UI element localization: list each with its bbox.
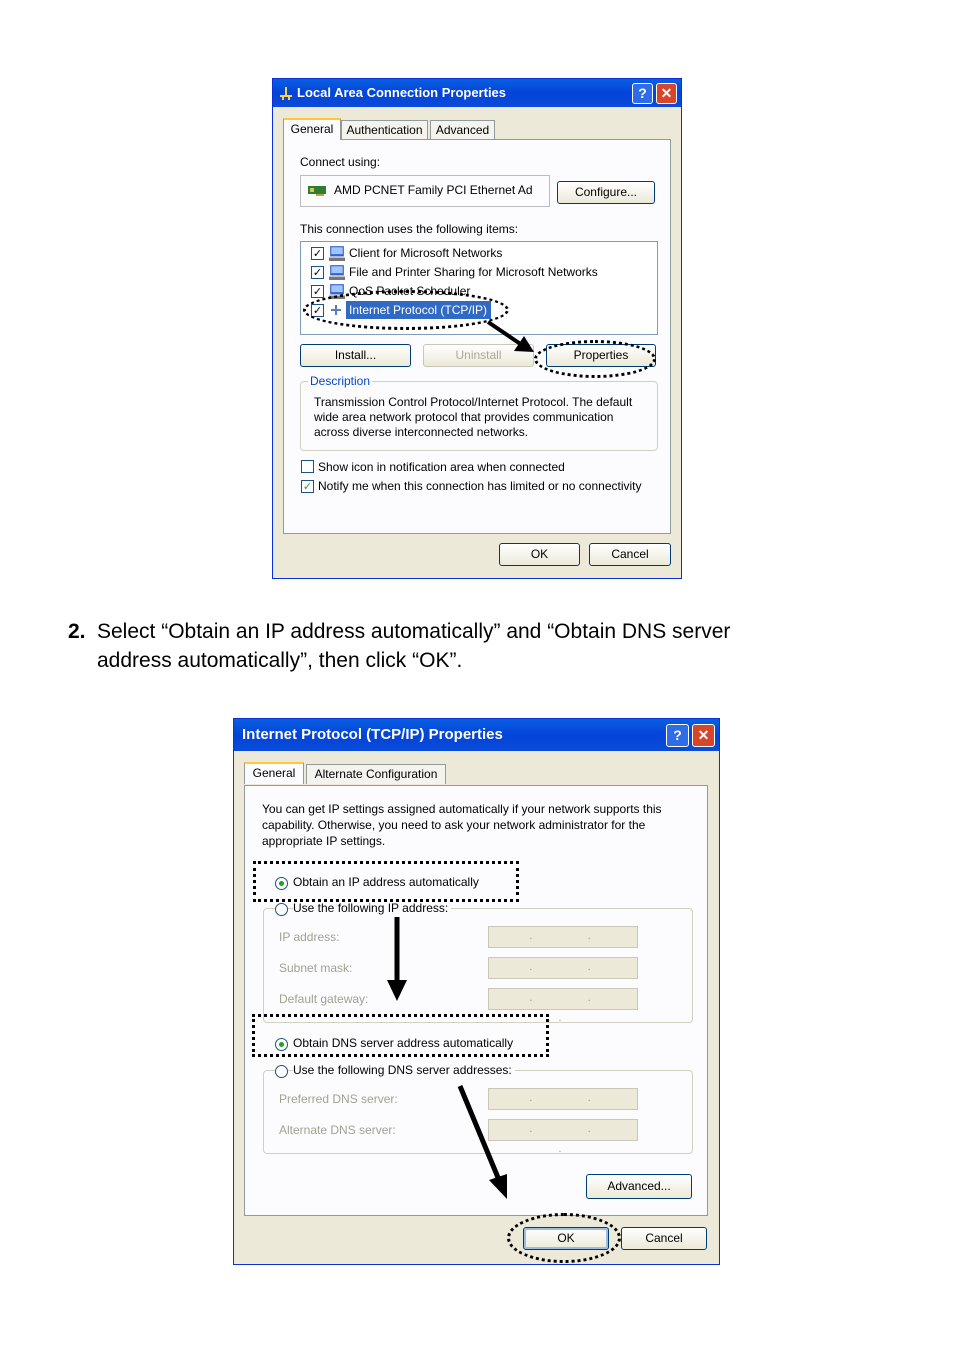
items-label: This connection uses the following items: [300,222,519,236]
tab-alternate-configuration[interactable]: Alternate Configuration [306,764,446,784]
use-ip-label[interactable]: Use the following IP address: [293,901,451,915]
default-gateway-field: . . . [488,988,638,1010]
subnet-mask-field: . . [488,957,638,979]
preferred-dns-field: . . [488,1088,638,1110]
tcpip-ok-button[interactable]: OK [523,1227,609,1250]
help-button[interactable]: ? [666,724,689,747]
item-checkbox[interactable]: ✓ [312,266,323,279]
tab-general[interactable]: General [283,118,341,140]
network-adapter-icon [308,184,326,196]
item-checkbox[interactable]: ✓ [312,304,323,317]
adapter-name: AMD PCNET Family PCI Ethernet Ad [334,183,533,197]
default-gateway-label: Default gateway: [279,992,369,1006]
ip-address-label: IP address: [279,930,340,944]
lan-properties-dialog [272,78,682,579]
use-dns-radio[interactable] [275,1065,288,1078]
connect-using-label: Connect using: [300,155,381,169]
preferred-dns-label: Preferred DNS server: [279,1092,398,1106]
list-item[interactable]: File and Printer Sharing for Microsoft Networks [349,265,598,279]
intro-text: You can get IP settings assigned automatically if your network supports this capability. Otherwise, you need to ask your network administrator for the appropriate IP settings. [262,802,662,848]
configure-button[interactable]: Configure... [557,181,655,204]
obtain-dns-highlight-box [252,1014,549,1057]
list-item-selected[interactable]: Internet Protocol (TCP/IP) [349,303,488,317]
obtain-dns-label[interactable]: Obtain DNS server address automatically [293,1036,514,1050]
subnet-mask-label: Subnet mask: [279,961,353,975]
properties-highlight-ellipse [534,340,656,378]
dns-group [263,1070,693,1154]
ok-highlight-ellipse [507,1213,621,1263]
lan-dialog-title: Local Area Connection Properties [297,85,507,100]
show-icon-checkbox[interactable] [301,460,314,473]
notify-checkbox[interactable]: ✓ [302,480,313,493]
help-button[interactable]: ? [632,83,653,104]
step-text-line2: address automatically”, then click “OK”. [97,649,463,672]
obtain-ip-label[interactable]: Obtain an IP address automatically [293,875,479,889]
close-button[interactable]: ✕ [656,83,677,104]
tcpip-properties-dialog [233,718,720,1265]
use-dns-label[interactable]: Use the following DNS server addresses: [293,1063,515,1077]
item-checkbox[interactable]: ✓ [312,285,323,298]
use-ip-radio[interactable] [275,903,288,916]
alternate-dns-field: . . . [488,1119,638,1141]
obtain-ip-highlight-box [253,861,519,902]
advanced-button[interactable]: Advanced... [586,1174,692,1199]
item-checkbox[interactable]: ✓ [312,247,323,260]
tcpip-highlight-ellipse [303,290,509,330]
ip-address-field: . . [488,926,638,948]
tcpip-general-panel [244,785,708,1216]
tcpip-dialog-title: Internet Protocol (TCP/IP) Properties [242,726,503,743]
lan-cancel-button[interactable]: Cancel [589,543,671,566]
uninstall-button: Uninstall [423,344,534,367]
lan-title-bar[interactable] [273,79,681,107]
step-text-line1: Select “Obtain an IP address automatically” and “Obtain DNS server [97,620,731,643]
close-button[interactable]: ✕ [692,724,715,747]
properties-button[interactable]: Properties [546,344,656,367]
tcpip-title-bar[interactable] [234,719,719,751]
show-icon-label[interactable]: Show icon in notification area when connected [318,460,565,474]
notify-label[interactable]: Notify me when this connection has limited or no connectivity [318,479,642,493]
install-button[interactable]: Install... [300,344,411,367]
lan-ok-button[interactable]: OK [499,543,580,566]
description-text: Transmission Control Protocol/Internet Protocol. The default wide area network protocol that provides communication across diverse interconnected networks. [314,395,633,439]
adapter-box [300,175,550,207]
tab-authentication[interactable]: Authentication [341,120,428,140]
list-item[interactable]: Client for Microsoft Networks [349,246,503,260]
step-number: 2. [68,620,86,643]
tab-general[interactable]: General [244,762,304,784]
description-legend: Description [310,374,371,388]
client-icon [329,245,345,261]
file-sharing-icon [329,264,345,280]
list-item[interactable]: QoS Packet Scheduler [349,284,471,298]
alternate-dns-label: Alternate DNS server: [279,1123,396,1137]
tcpip-cancel-button[interactable]: Cancel [621,1227,707,1250]
tab-advanced[interactable]: Advanced [430,120,495,140]
lan-general-panel [283,139,671,534]
network-connection-icon [279,86,293,100]
